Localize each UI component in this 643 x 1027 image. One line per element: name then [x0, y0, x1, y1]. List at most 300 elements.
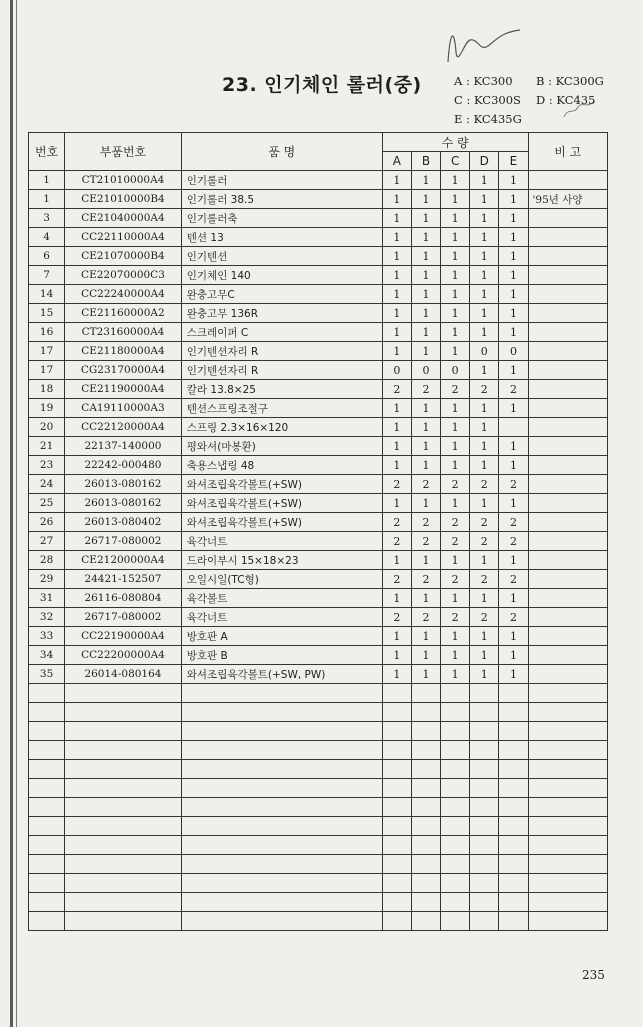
part-number: 22242-000480	[65, 456, 182, 475]
row-number: 34	[29, 646, 65, 665]
part-name: 인기롤러축	[181, 209, 382, 228]
row-number: 31	[29, 589, 65, 608]
row-number: 6	[29, 247, 65, 266]
part-name: 텐션 13	[181, 228, 382, 247]
part-number: 26014-080164	[65, 665, 182, 684]
qty-d: 1	[470, 665, 499, 684]
table-row	[29, 323, 608, 342]
part-number: 26717-080002	[65, 608, 182, 627]
empty-cell	[181, 836, 382, 855]
row-number: 27	[29, 532, 65, 551]
remark	[528, 570, 607, 589]
qty-c: 2	[441, 608, 470, 627]
empty-cell	[411, 836, 440, 855]
part-name: 완충고무C	[181, 285, 382, 304]
empty-cell	[499, 684, 528, 703]
qty-e: 2	[499, 570, 528, 589]
part-number: CE21010000B4	[65, 190, 182, 209]
qty-e	[499, 418, 528, 437]
part-name: 칼라 13.8×25	[181, 380, 382, 399]
empty-cell	[441, 684, 470, 703]
empty-cell	[441, 779, 470, 798]
qty-e: 1	[499, 361, 528, 380]
qty-a: 1	[382, 589, 411, 608]
part-name: 와셔조립육각볼트(+SW)	[181, 494, 382, 513]
table-row	[29, 209, 608, 228]
remark	[528, 361, 607, 380]
row-number: 1	[29, 171, 65, 190]
row-number: 14	[29, 285, 65, 304]
qty-a: 1	[382, 551, 411, 570]
qty-d: 0	[470, 342, 499, 361]
empty-cell	[411, 798, 440, 817]
empty-cell	[470, 912, 499, 931]
empty-cell	[181, 817, 382, 836]
empty-cell	[470, 874, 499, 893]
table-row	[29, 589, 608, 608]
qty-c: 1	[441, 247, 470, 266]
empty-cell	[470, 741, 499, 760]
remark	[528, 494, 607, 513]
empty-row	[29, 836, 608, 855]
qty-a: 1	[382, 323, 411, 342]
part-name: 인기텐션	[181, 247, 382, 266]
empty-cell	[441, 817, 470, 836]
empty-cell	[181, 779, 382, 798]
empty-cell	[29, 741, 65, 760]
empty-cell	[499, 912, 528, 931]
part-name: 인기체인 140	[181, 266, 382, 285]
qty-a: 1	[382, 646, 411, 665]
empty-row	[29, 912, 608, 931]
table-row	[29, 494, 608, 513]
empty-cell	[411, 855, 440, 874]
qty-c: 1	[441, 627, 470, 646]
remark	[528, 513, 607, 532]
qty-a: 1	[382, 494, 411, 513]
empty-cell	[528, 684, 607, 703]
empty-cell	[441, 836, 470, 855]
qty-b: 1	[411, 456, 440, 475]
empty-cell	[382, 760, 411, 779]
qty-a: 2	[382, 475, 411, 494]
empty-row	[29, 684, 608, 703]
qty-e: 1	[499, 171, 528, 190]
qty-d: 1	[470, 209, 499, 228]
part-name: 와셔조립육각볼트(+SW)	[181, 475, 382, 494]
qty-b: 1	[411, 266, 440, 285]
empty-cell	[411, 703, 440, 722]
row-number: 15	[29, 304, 65, 323]
qty-e: 2	[499, 532, 528, 551]
qty-a: 2	[382, 608, 411, 627]
empty-cell	[441, 722, 470, 741]
qty-d: 1	[470, 494, 499, 513]
table-row	[29, 171, 608, 190]
table-row	[29, 304, 608, 323]
remark	[528, 247, 607, 266]
remark: '95년 사양	[528, 190, 607, 209]
row-number: 32	[29, 608, 65, 627]
empty-cell	[470, 836, 499, 855]
table-row	[29, 342, 608, 361]
empty-row	[29, 779, 608, 798]
row-number: 3	[29, 209, 65, 228]
qty-b: 1	[411, 399, 440, 418]
empty-cell	[470, 779, 499, 798]
table-row	[29, 361, 608, 380]
empty-cell	[65, 741, 182, 760]
qty-a: 1	[382, 399, 411, 418]
remark	[528, 589, 607, 608]
empty-cell	[181, 684, 382, 703]
empty-cell	[29, 798, 65, 817]
qty-b: 2	[411, 475, 440, 494]
empty-cell	[411, 741, 440, 760]
empty-cell	[470, 760, 499, 779]
model-e: E : KC435G	[454, 112, 522, 126]
part-name: 축용스냅링 48	[181, 456, 382, 475]
empty-cell	[499, 836, 528, 855]
table-row	[29, 627, 608, 646]
empty-cell	[499, 893, 528, 912]
qty-a: 1	[382, 665, 411, 684]
qty-e: 1	[499, 247, 528, 266]
remark	[528, 209, 607, 228]
part-number: CE21180000A4	[65, 342, 182, 361]
remark	[528, 532, 607, 551]
qty-b: 1	[411, 646, 440, 665]
qty-a: 1	[382, 627, 411, 646]
qty-c: 1	[441, 266, 470, 285]
empty-cell	[65, 703, 182, 722]
qty-a: 1	[382, 418, 411, 437]
remark	[528, 304, 607, 323]
empty-cell	[411, 779, 440, 798]
qty-d: 1	[470, 551, 499, 570]
qty-c: 1	[441, 323, 470, 342]
table-row	[29, 247, 608, 266]
empty-cell	[29, 703, 65, 722]
part-number: 26116-080804	[65, 589, 182, 608]
qty-b: 1	[411, 437, 440, 456]
empty-cell	[65, 779, 182, 798]
qty-b: 2	[411, 380, 440, 399]
qty-e: 1	[499, 437, 528, 456]
table-row	[29, 418, 608, 437]
empty-cell	[181, 874, 382, 893]
qty-e: 1	[499, 209, 528, 228]
part-number: CT23160000A4	[65, 323, 182, 342]
page-binding-line	[10, 0, 13, 1027]
empty-cell	[441, 798, 470, 817]
empty-cell	[382, 798, 411, 817]
parts-table-body	[29, 171, 608, 931]
row-number: 29	[29, 570, 65, 589]
qty-b: 1	[411, 551, 440, 570]
empty-cell	[528, 760, 607, 779]
row-number: 25	[29, 494, 65, 513]
qty-b: 1	[411, 190, 440, 209]
qty-a: 2	[382, 513, 411, 532]
qty-c: 1	[441, 171, 470, 190]
table-row	[29, 456, 608, 475]
empty-cell	[29, 722, 65, 741]
empty-cell	[441, 874, 470, 893]
empty-cell	[499, 817, 528, 836]
header-col-d: D	[470, 152, 499, 171]
empty-cell	[470, 817, 499, 836]
empty-cell	[499, 741, 528, 760]
qty-a: 2	[382, 380, 411, 399]
empty-cell	[65, 912, 182, 931]
qty-e: 1	[499, 665, 528, 684]
qty-c: 1	[441, 437, 470, 456]
empty-cell	[65, 893, 182, 912]
row-number: 33	[29, 627, 65, 646]
row-number: 1	[29, 190, 65, 209]
table-row	[29, 475, 608, 494]
qty-c: 1	[441, 342, 470, 361]
header-name: 품 명	[181, 133, 382, 171]
qty-d: 1	[470, 361, 499, 380]
remark	[528, 646, 607, 665]
empty-cell	[29, 817, 65, 836]
empty-row	[29, 817, 608, 836]
part-number: CA19110000A3	[65, 399, 182, 418]
table-row	[29, 228, 608, 247]
remark	[528, 380, 607, 399]
qty-d: 1	[470, 171, 499, 190]
empty-cell	[470, 893, 499, 912]
qty-e: 1	[499, 551, 528, 570]
table-row	[29, 646, 608, 665]
qty-c: 1	[441, 228, 470, 247]
qty-e: 2	[499, 380, 528, 399]
header-col-e: E	[499, 152, 528, 171]
table-row	[29, 513, 608, 532]
qty-c: 1	[441, 418, 470, 437]
part-name: 스프링 2.3×16×120	[181, 418, 382, 437]
qty-b: 0	[411, 361, 440, 380]
qty-c: 1	[441, 209, 470, 228]
parts-table	[28, 132, 608, 931]
part-number: CE21200000A4	[65, 551, 182, 570]
empty-cell	[65, 836, 182, 855]
qty-e: 1	[499, 285, 528, 304]
qty-c: 1	[441, 456, 470, 475]
empty-row	[29, 855, 608, 874]
empty-cell	[441, 703, 470, 722]
empty-cell	[382, 684, 411, 703]
qty-a: 1	[382, 456, 411, 475]
empty-row	[29, 703, 608, 722]
row-number: 24	[29, 475, 65, 494]
model-c: C : KC300S	[454, 93, 521, 107]
empty-cell	[528, 855, 607, 874]
empty-cell	[470, 703, 499, 722]
qty-c: 2	[441, 475, 470, 494]
remark	[528, 228, 607, 247]
empty-cell	[499, 874, 528, 893]
empty-cell	[382, 703, 411, 722]
handwritten-scribble-icon	[440, 22, 530, 72]
empty-cell	[499, 798, 528, 817]
empty-row	[29, 760, 608, 779]
qty-e: 2	[499, 608, 528, 627]
qty-d: 2	[470, 513, 499, 532]
qty-c: 1	[441, 304, 470, 323]
header-no: 번호	[29, 133, 65, 171]
empty-cell	[499, 760, 528, 779]
header-part-no: 부품번호	[65, 133, 182, 171]
qty-e: 1	[499, 399, 528, 418]
header-qty: 수 량	[382, 133, 528, 152]
qty-b: 2	[411, 513, 440, 532]
empty-cell	[441, 893, 470, 912]
empty-cell	[382, 855, 411, 874]
page-binding-line-thin	[16, 0, 17, 1027]
empty-cell	[411, 893, 440, 912]
qty-a: 1	[382, 209, 411, 228]
part-name: 인기텐션자리 R	[181, 361, 382, 380]
qty-b: 1	[411, 494, 440, 513]
qty-b: 1	[411, 304, 440, 323]
qty-d: 2	[470, 608, 499, 627]
empty-cell	[29, 855, 65, 874]
empty-cell	[528, 874, 607, 893]
qty-d: 2	[470, 380, 499, 399]
qty-a: 0	[382, 361, 411, 380]
qty-e: 1	[499, 190, 528, 209]
empty-cell	[65, 874, 182, 893]
qty-b: 1	[411, 627, 440, 646]
empty-row	[29, 874, 608, 893]
row-number: 17	[29, 361, 65, 380]
row-number: 28	[29, 551, 65, 570]
empty-cell	[441, 741, 470, 760]
remark	[528, 266, 607, 285]
part-number: CC22200000A4	[65, 646, 182, 665]
qty-a: 1	[382, 228, 411, 247]
part-name: 육각너트	[181, 608, 382, 627]
remark	[528, 171, 607, 190]
part-number: 26013-080162	[65, 494, 182, 513]
qty-b: 1	[411, 418, 440, 437]
model-a: A : KC300	[454, 74, 513, 88]
empty-cell	[29, 684, 65, 703]
model-d: D : KC435	[536, 93, 596, 107]
empty-cell	[65, 722, 182, 741]
empty-cell	[29, 912, 65, 931]
part-number: CE21040000A4	[65, 209, 182, 228]
empty-cell	[411, 874, 440, 893]
empty-cell	[181, 912, 382, 931]
empty-cell	[382, 817, 411, 836]
qty-c: 1	[441, 494, 470, 513]
qty-b: 2	[411, 570, 440, 589]
qty-e: 0	[499, 342, 528, 361]
part-number: CE21160000A2	[65, 304, 182, 323]
empty-cell	[65, 855, 182, 874]
qty-c: 1	[441, 665, 470, 684]
qty-e: 1	[499, 266, 528, 285]
qty-d: 1	[470, 418, 499, 437]
empty-cell	[411, 912, 440, 931]
row-number: 7	[29, 266, 65, 285]
part-name: 오일시일(TC형)	[181, 570, 382, 589]
part-number: CE21190000A4	[65, 380, 182, 399]
qty-d: 1	[470, 266, 499, 285]
qty-d: 1	[470, 456, 499, 475]
empty-cell	[65, 760, 182, 779]
qty-c: 1	[441, 589, 470, 608]
table-row	[29, 437, 608, 456]
remark	[528, 399, 607, 418]
row-number: 17	[29, 342, 65, 361]
empty-cell	[181, 703, 382, 722]
table-row	[29, 608, 608, 627]
empty-cell	[411, 722, 440, 741]
qty-c: 1	[441, 551, 470, 570]
qty-d: 1	[470, 190, 499, 209]
qty-c: 1	[441, 285, 470, 304]
part-number: CE22070000C3	[65, 266, 182, 285]
part-name: 인기롤러	[181, 171, 382, 190]
qty-e: 1	[499, 627, 528, 646]
part-number: CC22110000A4	[65, 228, 182, 247]
empty-cell	[528, 703, 607, 722]
qty-d: 1	[470, 247, 499, 266]
qty-a: 1	[382, 304, 411, 323]
remark	[528, 627, 607, 646]
qty-e: 2	[499, 513, 528, 532]
empty-cell	[382, 779, 411, 798]
part-name: 텐션스프링조절구	[181, 399, 382, 418]
part-number: CC22190000A4	[65, 627, 182, 646]
qty-b: 1	[411, 342, 440, 361]
qty-a: 1	[382, 266, 411, 285]
page-title: 23. 인기체인 롤러(중)	[222, 74, 422, 96]
part-name: 스크레이퍼 C	[181, 323, 382, 342]
part-number: CC22240000A4	[65, 285, 182, 304]
header-col-b: B	[411, 152, 440, 171]
empty-cell	[65, 798, 182, 817]
remark	[528, 456, 607, 475]
qty-d: 1	[470, 399, 499, 418]
qty-d: 1	[470, 589, 499, 608]
empty-cell	[382, 874, 411, 893]
part-name: 평와셔(마봉환)	[181, 437, 382, 456]
part-name: 인기롤러 38.5	[181, 190, 382, 209]
row-number: 21	[29, 437, 65, 456]
empty-cell	[181, 893, 382, 912]
qty-a: 1	[382, 437, 411, 456]
empty-cell	[470, 798, 499, 817]
qty-c: 2	[441, 513, 470, 532]
qty-a: 1	[382, 285, 411, 304]
remark	[528, 342, 607, 361]
empty-cell	[382, 836, 411, 855]
qty-b: 2	[411, 532, 440, 551]
empty-cell	[528, 893, 607, 912]
row-number: 26	[29, 513, 65, 532]
qty-c: 1	[441, 399, 470, 418]
empty-cell	[181, 798, 382, 817]
qty-d: 1	[470, 304, 499, 323]
part-number: CG23170000A4	[65, 361, 182, 380]
empty-cell	[181, 722, 382, 741]
